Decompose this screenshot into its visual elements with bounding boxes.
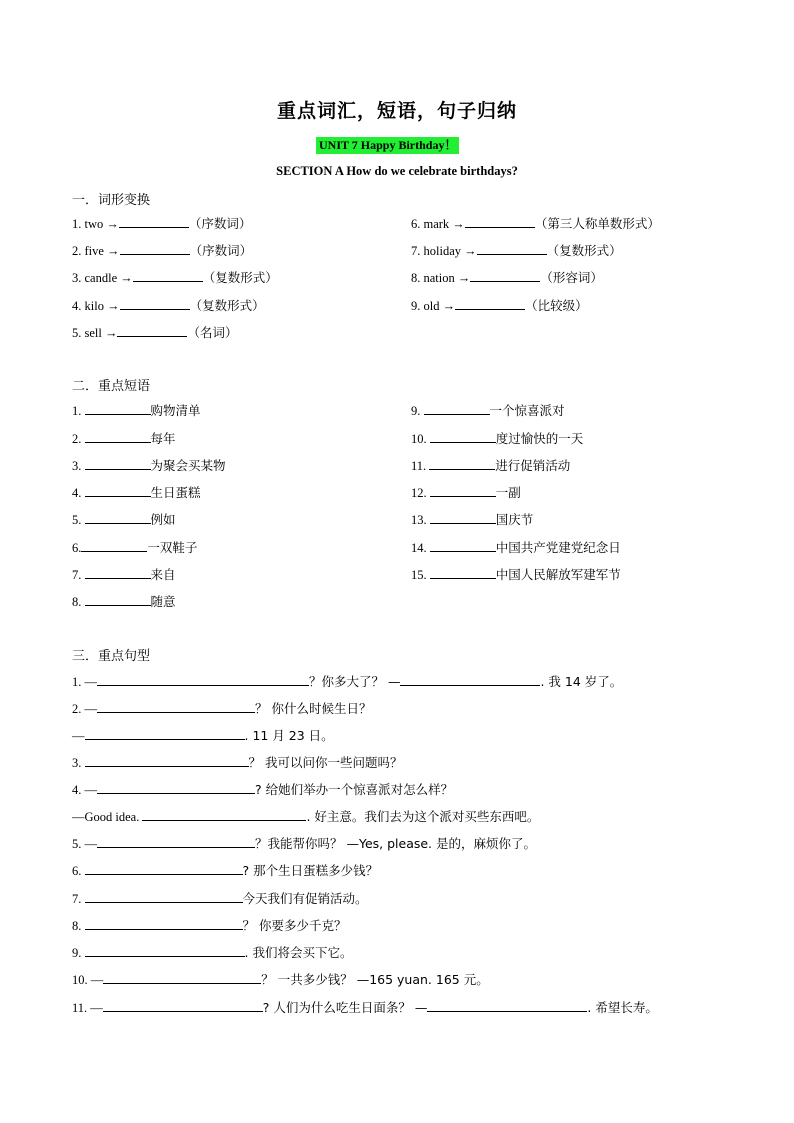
sentence-line: 7. 今天我们有促销活动。 <box>72 891 368 906</box>
list-item: 6. 一双鞋子 <box>72 540 198 555</box>
answer-blank[interactable] <box>142 809 306 821</box>
sentence-line: 2. — ？ 你什么时候生日？ <box>72 701 372 716</box>
answer-blank[interactable] <box>85 863 243 875</box>
answer-blank[interactable] <box>81 540 147 552</box>
list-item: 1. 购物清单 <box>72 403 201 418</box>
answer-blank[interactable] <box>455 298 525 310</box>
answer-blank[interactable] <box>429 458 495 470</box>
answer-blank[interactable] <box>430 540 496 552</box>
list-item: 12. 一副 <box>411 485 521 500</box>
part2-heading: 二．重点短语 <box>72 379 151 394</box>
answer-blank[interactable] <box>103 1000 263 1012</box>
section-heading: SECTION A How do we celebrate birthdays? <box>276 164 518 178</box>
answer-blank[interactable] <box>85 458 151 470</box>
answer-blank[interactable] <box>430 512 496 524</box>
answer-blank[interactable] <box>85 755 249 767</box>
list-item: 6. mark → （第三人称单数形式） <box>411 216 660 231</box>
sentence-line: 5. — ？我能帮你吗？ —Yes, please. 是的，麻烦你了。 <box>72 836 537 851</box>
list-item: 4. 生日蛋糕 <box>72 485 201 500</box>
answer-blank[interactable] <box>103 972 261 984</box>
list-item: 15. 中国人民解放军建军节 <box>411 567 621 582</box>
answer-blank[interactable] <box>430 431 496 443</box>
answer-blank[interactable] <box>117 325 187 337</box>
answer-blank[interactable] <box>85 512 151 524</box>
part3-heading: 三．重点句型 <box>72 649 151 664</box>
sentence-line: 8. ？ 你要多少千克？ <box>72 918 347 933</box>
answer-blank[interactable] <box>97 674 309 686</box>
list-item: 3. candle → （复数形式） <box>72 270 278 285</box>
list-item: 7. holiday → （复数形式） <box>411 243 622 258</box>
answer-blank[interactable] <box>85 891 243 903</box>
part1-heading: 一．词形变换 <box>72 193 151 208</box>
unit-label: UNIT 7 Happy Birthday！ <box>316 137 459 154</box>
sentence-line: —Good idea. . 好主意。我们去为这个派对买些东西吧。 <box>72 809 540 824</box>
answer-blank[interactable] <box>85 728 245 740</box>
answer-blank[interactable] <box>120 243 190 255</box>
answer-blank[interactable] <box>430 567 496 579</box>
list-item: 2. five → （序数词） <box>72 243 253 258</box>
answer-blank[interactable] <box>400 674 540 686</box>
sentence-line: 6. ? 那个生日蛋糕多少钱？ <box>72 863 379 878</box>
list-item: 9. old → （比较级） <box>411 298 588 313</box>
answer-blank[interactable] <box>97 701 255 713</box>
sentence-line: — . 11 月 23 日。 <box>72 728 334 743</box>
list-item: 2. 每年 <box>72 431 176 446</box>
answer-blank[interactable] <box>424 403 490 415</box>
list-item: 13. 国庆节 <box>411 512 534 527</box>
answer-blank[interactable] <box>85 567 151 579</box>
list-item: 5. sell → （名词） <box>72 325 238 340</box>
list-item: 10. 度过愉快的一天 <box>411 431 584 446</box>
page-title: 重点词汇，短语，句子归纳 <box>276 100 517 122</box>
answer-blank[interactable] <box>477 243 547 255</box>
list-item: 9. 一个惊喜派对 <box>411 403 565 418</box>
list-item: 14. 中国共产党建党纪念日 <box>411 540 621 555</box>
answer-blank[interactable] <box>427 1000 587 1012</box>
answer-blank[interactable] <box>85 403 151 415</box>
list-item: 5. 例如 <box>72 512 176 527</box>
sentence-line: 10. — ？ 一共多少钱？ —165 yuan. 165 元。 <box>72 972 489 987</box>
answer-blank[interactable] <box>97 782 255 794</box>
sentence-line: 9. . 我们将会买下它。 <box>72 945 353 960</box>
answer-blank[interactable] <box>120 298 190 310</box>
answer-blank[interactable] <box>85 945 245 957</box>
sentence-line: 11. — ? 人们为什么吃生日面条？ — . 希望长寿。 <box>72 1000 658 1015</box>
sentence-line: 1. — ？你多大了？ — . 我 14 岁了。 <box>72 674 623 689</box>
sentence-line: 4. — ? 给她们举办一个惊喜派对怎么样？ <box>72 782 454 797</box>
list-item: 7. 来自 <box>72 567 176 582</box>
answer-blank[interactable] <box>133 270 203 282</box>
answer-blank[interactable] <box>430 485 496 497</box>
answer-blank[interactable] <box>97 836 255 848</box>
list-item: 1. two → （序数词） <box>72 216 252 231</box>
list-item: 3. 为聚会买某物 <box>72 458 226 473</box>
list-item: 4. kilo → （复数形式） <box>72 298 265 313</box>
answer-blank[interactable] <box>85 431 151 443</box>
list-item: 8. 随意 <box>72 594 176 609</box>
list-item: 8. nation → （形容词） <box>411 270 603 285</box>
answer-blank[interactable] <box>85 918 243 930</box>
answer-blank[interactable] <box>119 216 189 228</box>
answer-blank[interactable] <box>470 270 540 282</box>
answer-blank[interactable] <box>85 594 151 606</box>
list-item: 11. 进行促销活动 <box>411 458 571 473</box>
sentence-line: 3. ？ 我可以问你一些问题吗？ <box>72 755 403 770</box>
answer-blank[interactable] <box>465 216 535 228</box>
answer-blank[interactable] <box>85 485 151 497</box>
